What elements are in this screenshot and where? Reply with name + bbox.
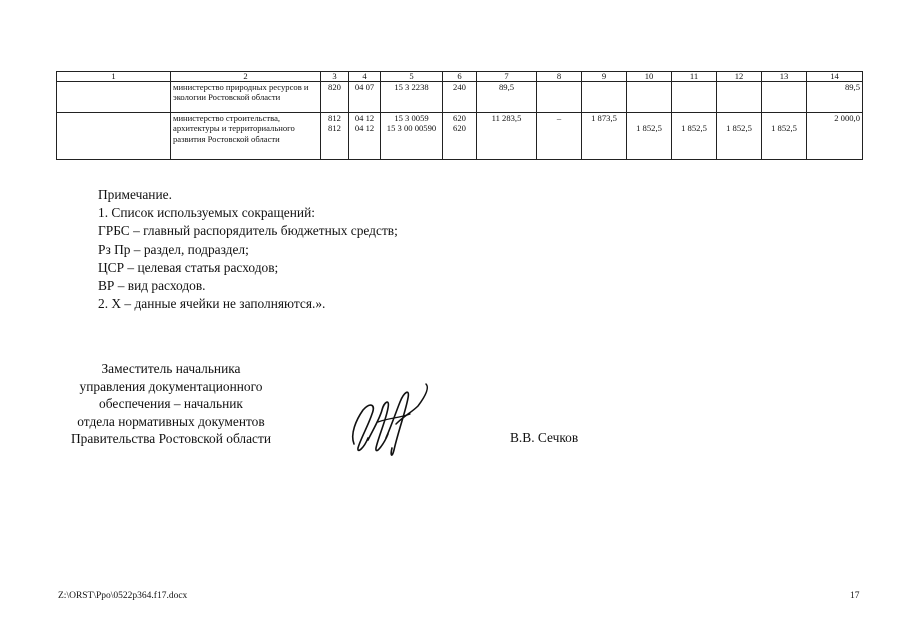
value-cell: 1 873,5: [582, 113, 627, 160]
page-number: 17: [850, 591, 860, 601]
position-line: обеспечения – начальник: [99, 396, 243, 412]
rzpr-value: 04 12: [354, 123, 375, 134]
ministry-name: министерство строительства, архитектуры и территориального развития Ростовской области: [171, 113, 321, 160]
grbs-cell: 820: [321, 82, 349, 113]
total-cell: 2 000,0: [807, 113, 863, 160]
value-cell: [627, 113, 672, 160]
notes-line: ЦСР – целевая статья расходов;: [98, 259, 279, 275]
value-cell: [762, 82, 807, 113]
value-cell: [717, 113, 762, 160]
value-text: 1 852,5: [636, 123, 662, 134]
table-header-row: [57, 72, 863, 82]
value-cell: [717, 82, 762, 113]
ministry-name: министерство природных ресурсов и экологии Ростовской области: [171, 82, 321, 113]
column-header: 14: [807, 72, 863, 82]
value-text: 1 852,5: [771, 123, 797, 134]
value-cell: 11 283,5: [477, 113, 537, 160]
notes-title: Примечание.: [98, 187, 172, 202]
grbs-cell: [321, 113, 349, 160]
column-header: 10: [627, 72, 672, 82]
rzpr-value: 04 12: [354, 113, 375, 123]
value-cell: [672, 82, 717, 113]
column-header: 2: [171, 72, 321, 82]
notes-line: 1. Список используемых сокращений:: [98, 205, 315, 221]
csr-cell: [381, 113, 443, 160]
vr-cell: 240: [443, 82, 477, 113]
file-path: Z:\ORST\Ppo\0522p364.f17.docx: [58, 591, 188, 601]
column-header: 4: [349, 72, 381, 82]
budget-table: [56, 71, 863, 160]
value-text: 1 852,5: [681, 123, 707, 134]
grbs-value: 812: [328, 123, 341, 134]
csr-value: 15 3 0059: [394, 113, 429, 123]
handwritten-signature: [348, 378, 432, 460]
column-header: 13: [762, 72, 807, 82]
position-line: отдела нормативных документов: [77, 413, 265, 429]
column-header: 7: [477, 72, 537, 82]
csr-value: 15 3 00 00590: [386, 123, 437, 134]
value-text: 1 852,5: [726, 123, 752, 134]
column-header: 5: [381, 72, 443, 82]
empty-cell: [57, 113, 171, 160]
column-header: 6: [443, 72, 477, 82]
value-cell: –: [537, 113, 582, 160]
notes-line: ГРБС – главный распорядитель бюджетных средств;: [98, 223, 398, 239]
value-cell: [627, 82, 672, 113]
value-cell: 89,5: [477, 82, 537, 113]
notes-line: 2. Х – данные ячейки не заполняются.».: [98, 296, 326, 312]
position-line: Правительства Ростовской области: [70, 431, 272, 447]
notes-block: [98, 186, 398, 313]
value-cell: [672, 113, 717, 160]
value-cell: [762, 113, 807, 160]
vr-cell: [443, 113, 477, 160]
notes-line: ВР – вид расходов.: [98, 278, 206, 294]
signer-name: В.В. Сечков: [510, 430, 579, 445]
rzpr-cell: 04 07: [349, 82, 381, 113]
csr-cell: 15 3 2238: [381, 82, 443, 113]
total-cell: 89,5: [807, 82, 863, 113]
empty-cell: [57, 82, 171, 113]
rzpr-cell: [349, 113, 381, 160]
vr-value: 620: [453, 113, 466, 123]
table-row: [57, 113, 863, 160]
notes-line: Рз Пр – раздел, подраздел;: [98, 241, 249, 257]
position-line: Заместитель начальника: [101, 361, 241, 376]
grbs-value: 812: [328, 113, 341, 123]
signer-position: [54, 360, 288, 448]
column-header: 1: [57, 72, 171, 82]
column-header: 3: [321, 72, 349, 82]
vr-value: 620: [453, 123, 466, 134]
column-header: 8: [537, 72, 582, 82]
column-header: 11: [672, 72, 717, 82]
value-cell: [582, 82, 627, 113]
column-header: 9: [582, 72, 627, 82]
position-line: управления документационного: [79, 378, 263, 394]
table-row: [57, 82, 863, 113]
value-cell: [537, 82, 582, 113]
column-header: 12: [717, 72, 762, 82]
